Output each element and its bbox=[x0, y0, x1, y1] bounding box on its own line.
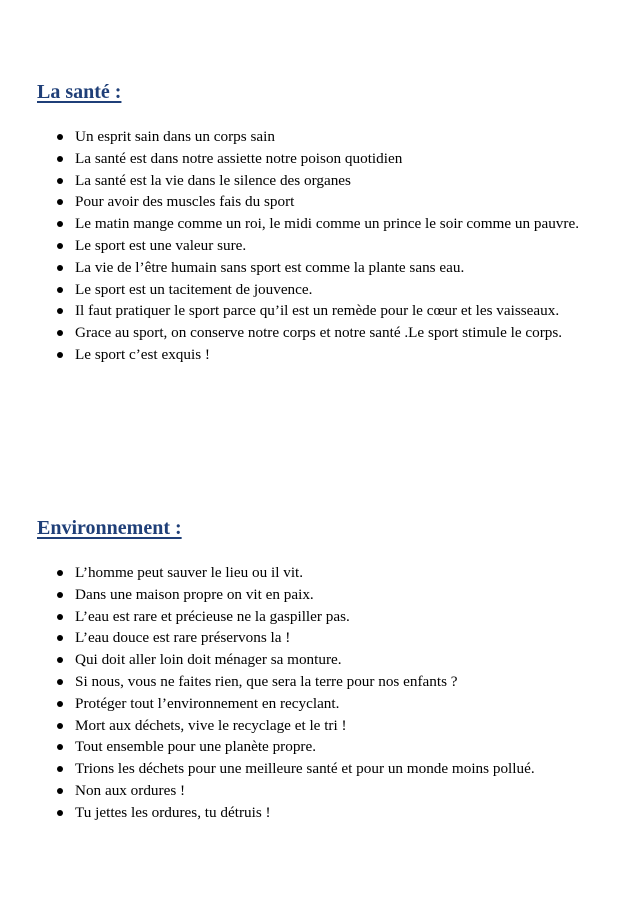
list-item bbox=[37, 736, 607, 758]
bullet-icon bbox=[57, 178, 63, 184]
list-item-text: Trions les déchets pour une meilleure santé et pour un monde moins pollué. bbox=[75, 760, 535, 778]
list-item-text: Qui doit aller loin doit ménager sa monture. bbox=[75, 651, 342, 669]
list-item bbox=[37, 213, 607, 235]
bullet-icon bbox=[57, 766, 63, 772]
list-sante bbox=[37, 126, 607, 366]
bullet-icon bbox=[57, 679, 63, 685]
list-item bbox=[37, 780, 607, 802]
list-item bbox=[37, 191, 607, 213]
list-item bbox=[37, 279, 607, 301]
bullet-icon bbox=[57, 265, 63, 271]
list-item-text: Le sport est un tacitement de jouvence. bbox=[75, 280, 313, 298]
list-item bbox=[37, 170, 607, 192]
list-item-text: Dans une maison propre on vit en paix. bbox=[75, 585, 314, 603]
bullet-icon bbox=[57, 614, 63, 620]
list-item-text: Si nous, vous ne faites rien, que sera la terre pour nos enfants ? bbox=[75, 672, 458, 690]
list-item bbox=[37, 627, 607, 649]
list-item-text: Tout ensemble pour une planète propre. bbox=[75, 738, 317, 756]
list-item-text: Le matin mange comme un roi, le midi comme un prince le soir comme un pauvre. bbox=[75, 215, 579, 233]
list-item-text: Non aux ordures ! bbox=[75, 781, 186, 799]
bullet-icon bbox=[57, 810, 63, 816]
list-item-text: Il faut pratiquer le sport parce qu’il est un remède pour le cœur et les vaisseaux. bbox=[75, 302, 560, 320]
list-item-text: L’eau est rare et précieuse ne la gaspiller pas. bbox=[75, 607, 350, 625]
bullet-icon bbox=[57, 308, 63, 314]
list-item bbox=[37, 758, 607, 780]
list-item-text: Protéger tout l’environnement en recyclant. bbox=[75, 694, 340, 712]
list-item-text: Grace au sport, on conserve notre corps et notre santé .Le sport stimule le corps. bbox=[75, 324, 563, 342]
section-environnement bbox=[37, 516, 607, 824]
list-item-text: L’homme peut sauver le lieu ou il vit. bbox=[75, 564, 304, 581]
bullet-icon bbox=[57, 570, 63, 576]
list-item bbox=[37, 693, 607, 715]
bullet-icon bbox=[57, 287, 63, 293]
bullet-icon bbox=[57, 657, 63, 663]
list-item-text: Pour avoir des muscles fais du sport bbox=[75, 193, 295, 211]
list-item bbox=[37, 257, 607, 279]
bullet-icon bbox=[57, 243, 63, 249]
list-item bbox=[37, 715, 607, 737]
bullet-icon bbox=[57, 788, 63, 794]
bullet-icon bbox=[57, 156, 63, 162]
list-item-text: La santé est dans notre assiette notre poison quotidien bbox=[75, 149, 403, 167]
list-item bbox=[37, 322, 607, 344]
list-item bbox=[37, 584, 607, 606]
bullet-icon bbox=[57, 221, 63, 227]
list-item bbox=[37, 606, 607, 628]
bullet-icon bbox=[57, 744, 63, 750]
list-item bbox=[37, 235, 607, 257]
bullet-icon bbox=[57, 199, 63, 205]
list-item bbox=[37, 649, 607, 671]
list-item bbox=[37, 148, 607, 170]
list-item-text: La vie de l’être humain sans sport est comme la plante sans eau. bbox=[75, 258, 465, 276]
bullet-icon bbox=[57, 330, 63, 336]
list-item bbox=[37, 802, 607, 824]
list-item bbox=[37, 671, 607, 693]
section-sante bbox=[37, 80, 607, 366]
list-environnement bbox=[37, 562, 607, 824]
list-item-text: Le sport c’est exquis ! bbox=[75, 345, 210, 363]
section-heading-environnement: Environnement : bbox=[37, 517, 182, 539]
bullet-icon bbox=[57, 635, 63, 641]
list-item bbox=[37, 344, 607, 366]
list-item bbox=[37, 300, 607, 322]
list-item bbox=[37, 562, 607, 584]
list-item-text: L’eau douce est rare préservons la ! bbox=[75, 629, 291, 647]
list-item-text: Le sport est une valeur sure. bbox=[75, 236, 247, 254]
list-item-text: Mort aux déchets, vive le recyclage et le tri ! bbox=[75, 716, 347, 734]
list-item-text: La santé est la vie dans le silence des organes bbox=[75, 171, 351, 189]
bullet-icon bbox=[57, 592, 63, 598]
bullet-icon bbox=[57, 701, 63, 707]
bullet-icon bbox=[57, 352, 63, 358]
section-heading-sante: La santé : bbox=[37, 81, 122, 103]
list-item-text: Un esprit sain dans un corps sain bbox=[75, 128, 275, 145]
bullet-icon bbox=[57, 723, 63, 729]
list-item bbox=[37, 126, 607, 148]
bullet-icon bbox=[57, 134, 63, 140]
list-item-text: Tu jettes les ordures, tu détruis ! bbox=[75, 803, 271, 821]
